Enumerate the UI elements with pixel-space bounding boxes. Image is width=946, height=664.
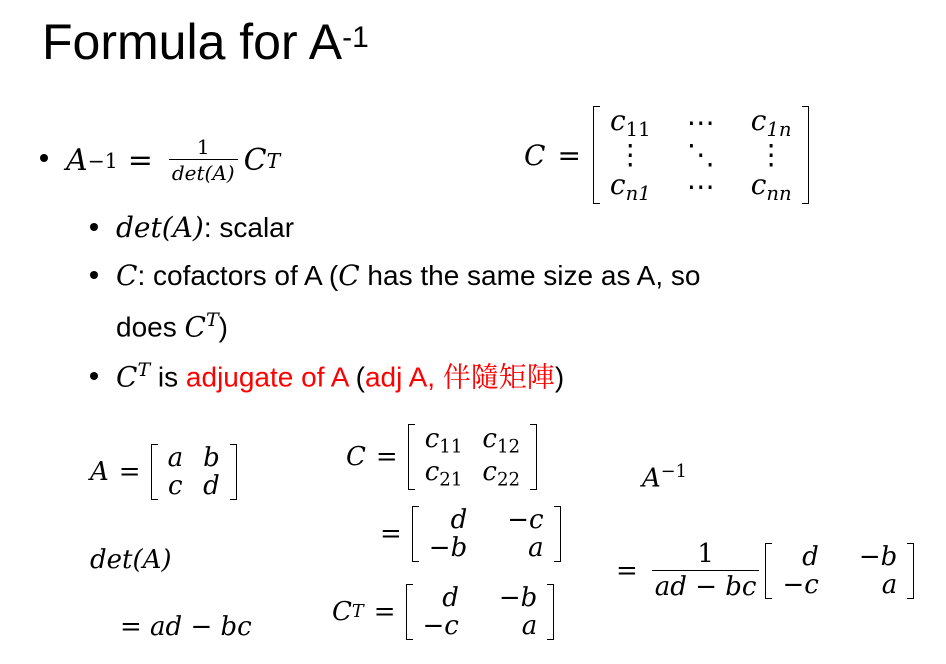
cof-math3-sup: T <box>205 309 219 331</box>
ainv-fraction <box>652 540 760 603</box>
left-bracket <box>593 106 600 204</box>
page-title <box>42 12 369 72</box>
title-text: Formula for A <box>42 14 343 70</box>
matrix-cell: $c_{11}$ <box>424 424 463 458</box>
ct-label: C <box>332 597 352 628</box>
cof-math2: C <box>338 259 360 292</box>
example-ainv-label <box>642 462 687 494</box>
formula-fraction <box>169 136 238 185</box>
matrix-c-grid <box>600 106 802 204</box>
matrix-cell: a <box>167 443 184 473</box>
c-values-brackets <box>412 506 561 562</box>
matrix-c-equals: = <box>557 138 581 172</box>
adj-text3: ) <box>554 361 565 393</box>
adj-text2: ( <box>347 361 365 393</box>
matrix-cell: b <box>203 443 220 473</box>
matrix-cell: ⋯ <box>686 170 715 204</box>
ainv-matrix-brackets <box>765 543 914 599</box>
formula-equals: = <box>127 142 153 178</box>
right-bracket <box>907 543 914 599</box>
ainv-sup: −1 <box>660 462 687 482</box>
cof-text1: : cofactors of A ( <box>137 260 339 291</box>
matrix-cell: d <box>450 505 468 535</box>
cof-math3: C <box>184 310 206 344</box>
a-matrix-grid <box>158 444 230 500</box>
ct-values-grid <box>413 584 548 640</box>
formula-lhs: A <box>66 142 88 178</box>
a-equals: = <box>118 457 141 488</box>
ainv-fraction-numerator: 1 <box>697 539 714 569</box>
cof-math1: C <box>116 259 138 292</box>
matrix-cell: a <box>881 570 898 601</box>
bullet-det-scalar <box>90 210 294 246</box>
matrix-cell: $c_{n1}$ <box>609 168 651 206</box>
ct-values-brackets <box>406 584 555 640</box>
bullet-dot <box>90 223 98 231</box>
matrix-cell: $c_{11}$ <box>609 104 651 141</box>
adj-text1: is <box>150 361 186 393</box>
a-label: A <box>90 457 109 488</box>
matrix-cell: ⋱ <box>686 138 715 172</box>
ainv-base: A <box>642 463 661 494</box>
adj-math-sup: T <box>137 359 151 381</box>
right-bracket <box>230 444 237 500</box>
ainv-fraction-denominator: ad − bc <box>652 570 760 603</box>
bullet-cofactors-continued <box>116 302 228 345</box>
formula-fraction-denominator: det(A) <box>169 159 238 185</box>
ainv-equals: = <box>616 556 638 587</box>
left-bracket <box>406 584 413 640</box>
a-matrix-brackets <box>151 444 237 500</box>
bullet-adjugate <box>90 352 564 395</box>
formula-rhs-sup: T <box>266 148 281 173</box>
right-bracket <box>554 506 561 562</box>
ct-sup: T <box>351 602 364 623</box>
example-det-result: = ad − bc <box>120 612 252 642</box>
matrix-cell: −c <box>422 611 459 642</box>
matrix-cell: $c_{12}$ <box>482 424 521 458</box>
matrix-cell: −b <box>428 533 468 564</box>
matrix-cell: a <box>521 611 538 642</box>
adjugate-highlight: adjugate of A <box>185 361 348 393</box>
adj-chinese-highlight: adj A, 伴隨矩陣 <box>364 361 555 393</box>
formula-fraction-numerator: 1 <box>196 135 210 159</box>
cof-text2: has the same size as A, so <box>359 260 701 291</box>
title-superscript: -1 <box>342 21 369 54</box>
matrix-cell: −b <box>498 583 538 613</box>
cof-text4: ) <box>218 311 228 343</box>
matrix-cell: d <box>802 542 819 573</box>
matrix-cell: d <box>442 583 459 613</box>
example-c-values <box>380 506 561 562</box>
matrix-cell: −c <box>507 505 544 535</box>
matrix-cell: −c <box>782 570 819 601</box>
c-matrix-grid <box>415 424 530 490</box>
left-bracket <box>151 444 158 500</box>
bullet-cofactors <box>90 258 700 294</box>
formula-bullet <box>40 136 280 185</box>
cofactor-matrix-general <box>524 106 809 204</box>
example-matrix-a <box>90 444 237 500</box>
matrix-cell: a <box>528 533 544 564</box>
right-bracket <box>530 424 537 490</box>
matrix-cell: −b <box>858 542 898 573</box>
ct-equals: = <box>373 597 396 628</box>
matrix-cell: ⋮ <box>757 138 786 172</box>
example-ct-values <box>332 584 554 640</box>
formula-lhs-sup: −1 <box>87 148 118 173</box>
bullet-dot <box>90 271 98 279</box>
right-bracket <box>802 106 809 204</box>
ainv-matrix-grid <box>772 543 907 599</box>
matrix-cell: $c_{nn}$ <box>750 168 792 206</box>
left-bracket <box>765 543 772 599</box>
adj-math: C <box>116 360 138 394</box>
matrix-cell: ⋮ <box>616 138 645 172</box>
bullet-dot <box>40 154 48 162</box>
left-bracket <box>408 424 415 490</box>
matrix-cell: d <box>203 471 220 502</box>
matrix-c-label: C <box>524 138 546 172</box>
c-matrix-brackets <box>408 424 537 490</box>
bullet-dot <box>90 372 98 380</box>
matrix-c-brackets <box>593 106 809 204</box>
matrix-cell: c <box>168 471 183 502</box>
left-bracket <box>412 506 419 562</box>
example-ainv-result <box>616 540 914 603</box>
c-values-grid <box>419 506 554 562</box>
c-equals: = <box>375 442 398 473</box>
example-det-label: det(A) <box>90 545 172 575</box>
matrix-cell: ⋯ <box>686 105 715 139</box>
det-text: : scalar <box>203 212 295 243</box>
right-bracket <box>547 584 554 640</box>
example-matrix-c <box>346 424 537 490</box>
formula-rhs: C <box>243 142 267 178</box>
det-math: det(A) <box>116 211 204 244</box>
c-values-equals: = <box>380 519 402 550</box>
c-label: C <box>346 442 366 473</box>
matrix-cell: $c_{1n}$ <box>750 104 792 141</box>
matrix-cell: $c_{21}$ <box>424 457 463 491</box>
matrix-cell: $c_{22}$ <box>482 457 521 491</box>
cof-text3: does <box>116 311 185 343</box>
